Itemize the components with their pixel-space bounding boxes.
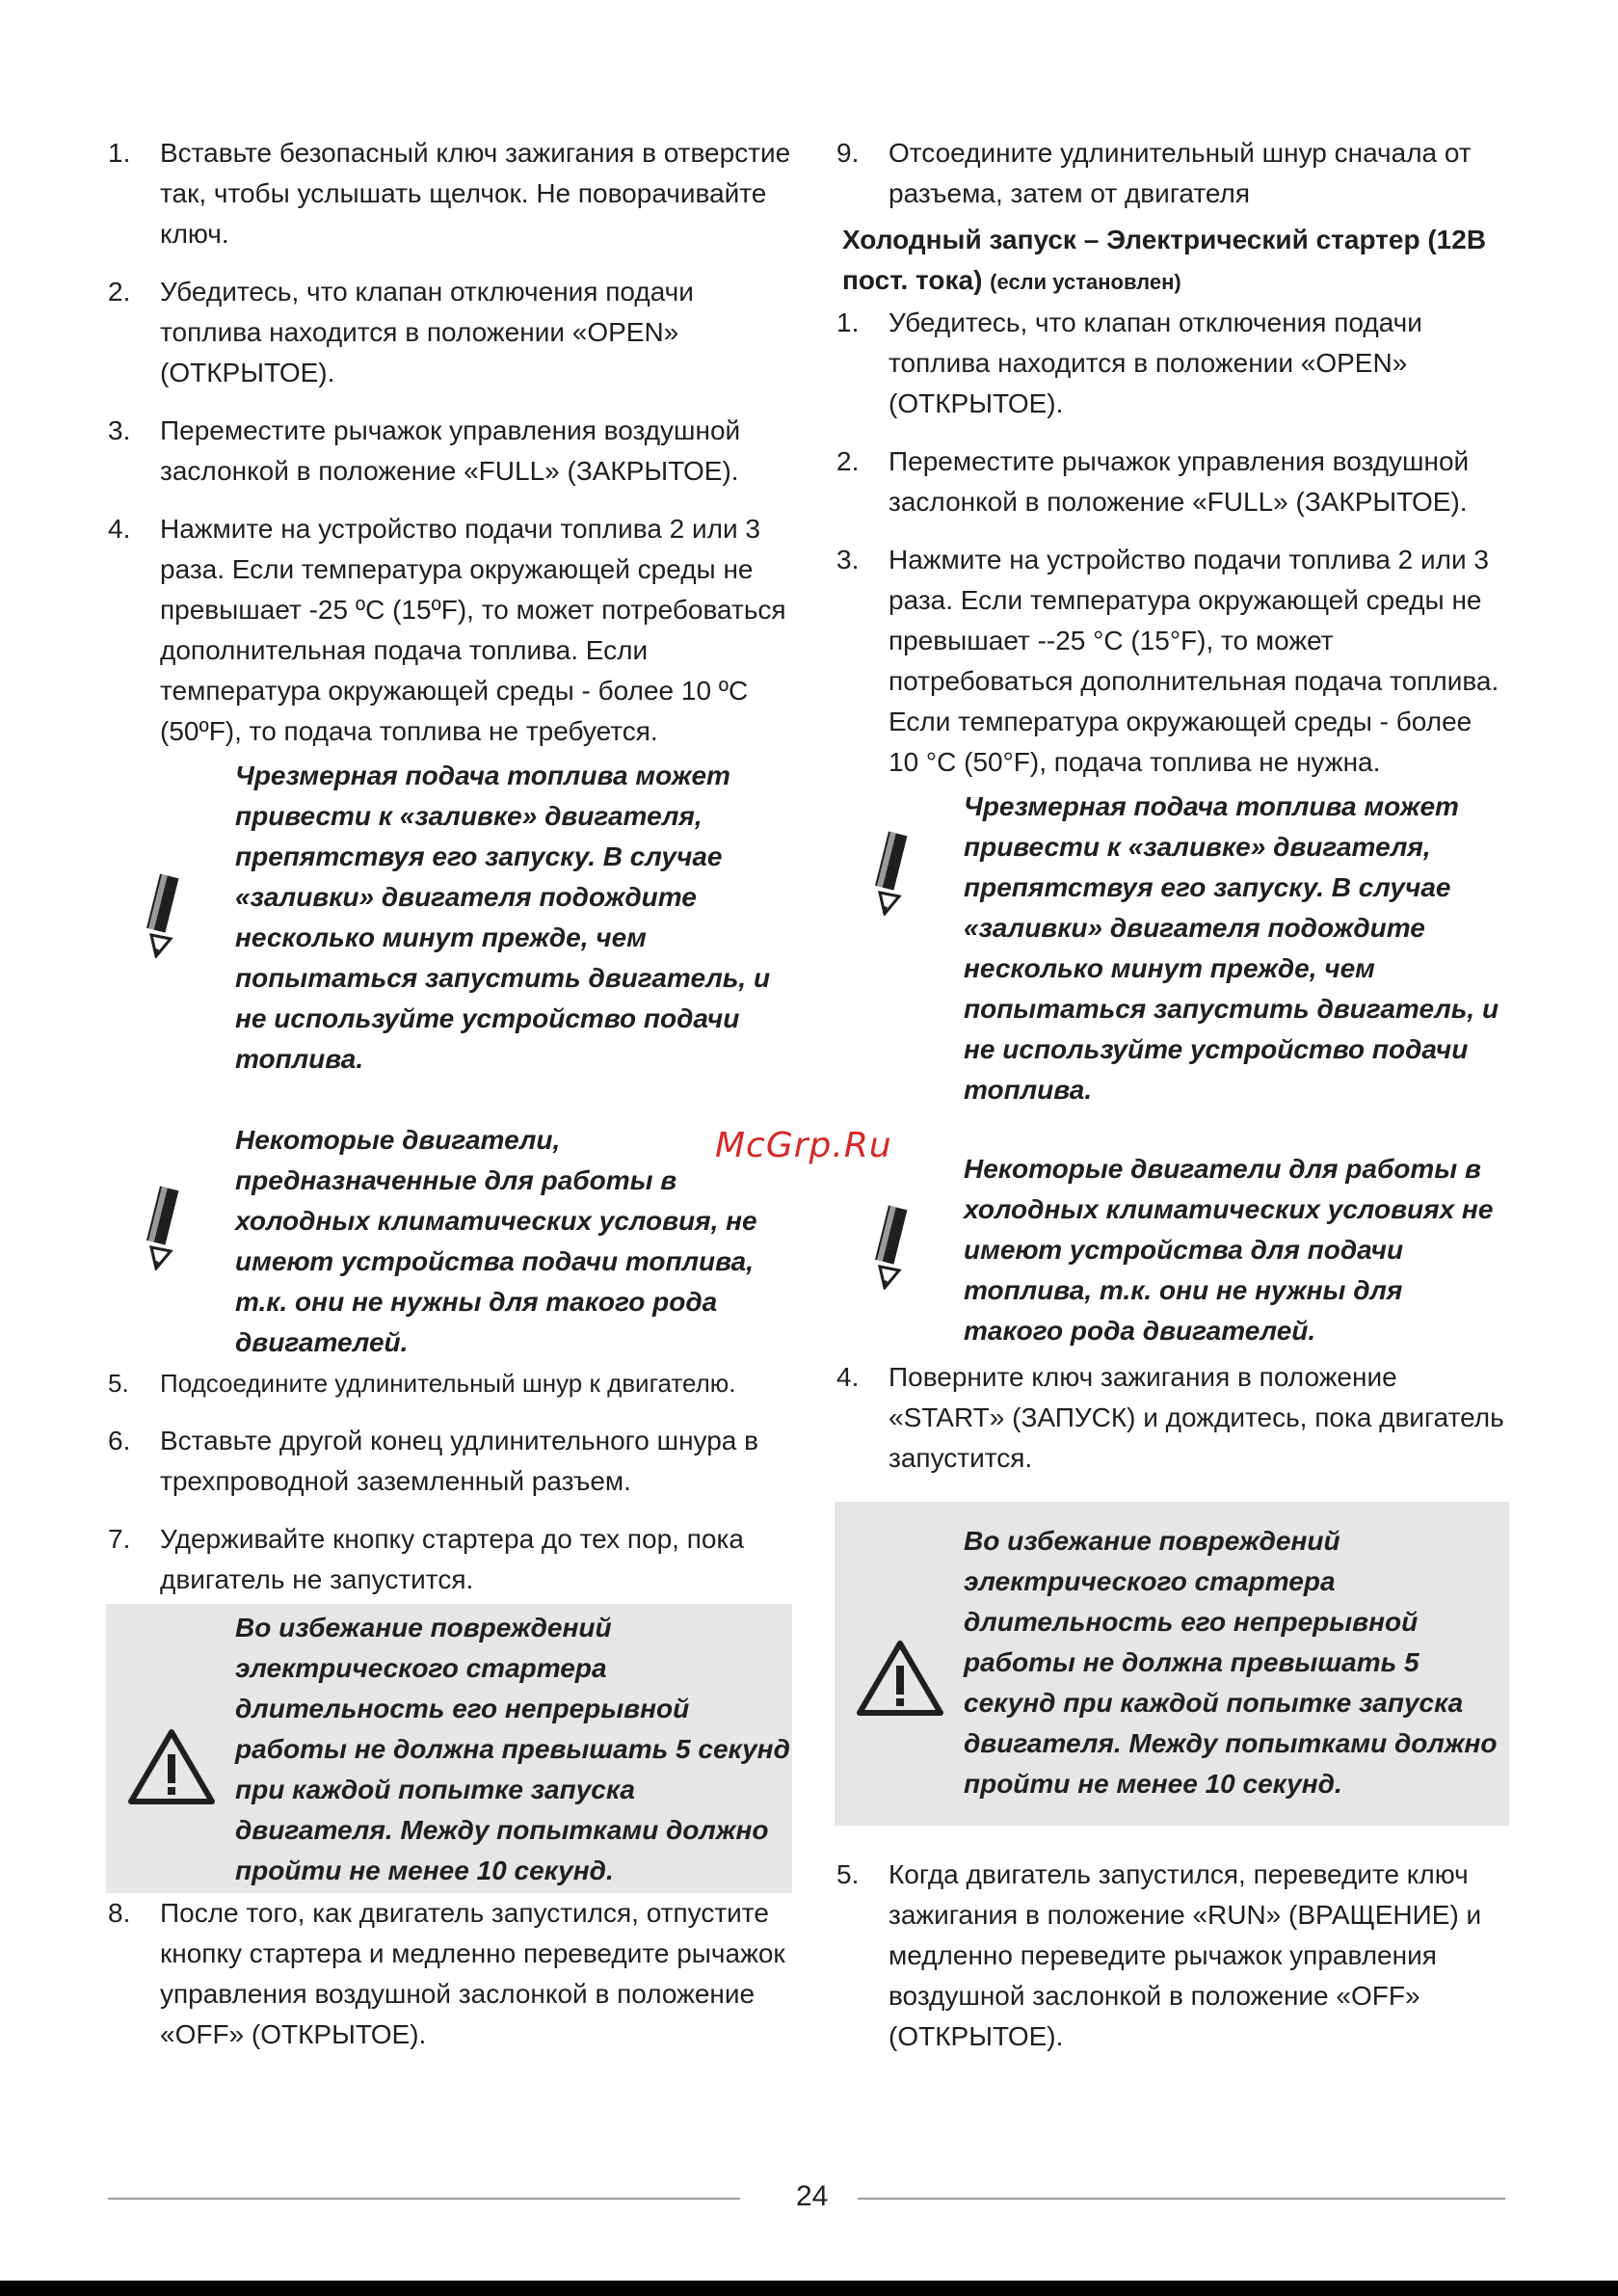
step-item [106, 1421, 792, 1502]
step-item [835, 133, 1509, 214]
caution-text: Во избежание повреждений электрического стартера длительность его непрерывной работы не должна превышать 5 секунд при каждой попытке запуска двигателя. Между попытками должно пройти не менее 10 секунд. [235, 1613, 790, 1885]
step-text: Вставьте безопасный ключ зажигания в отверстие так, чтобы услышать щелчок. Не поворачивайте ключ. [160, 138, 791, 249]
step-text: Подсоедините удлинительный шнур к двигателю. [160, 1369, 736, 1398]
note-text: Некоторые двигатели для работы в холодных климатических условиях не имеют устройства для подачи топлива, т.к. они не нужны для такого рода двигателей. [964, 1154, 1494, 1346]
step-item [835, 1357, 1509, 1479]
note-text: Некоторые двигатели, предназначенные для работы в холодных климатических условия, не имеют устройства подачи топлива, т.к. они не нужны для такого рода двигателей. [235, 1125, 757, 1357]
step-text: Переместите рычажок управления воздушной заслонкой в положение «FULL» (ЗАКРЫТОЕ). [889, 446, 1470, 517]
step-item [835, 540, 1509, 783]
step-number: 5. [836, 1859, 860, 1889]
step-text: Отсоедините удлинительный шнур сначала от разъема, затем от двигателя [889, 138, 1472, 208]
left-column [106, 133, 792, 2055]
step-item [106, 1363, 792, 1403]
step-number: 3. [108, 415, 131, 445]
step-item [835, 1855, 1509, 2057]
step-number: 2. [836, 446, 860, 476]
watermark: McGrp.Ru [715, 1126, 892, 1165]
step-number: 5. [108, 1369, 129, 1398]
caution-box [835, 1502, 1509, 1826]
step-text: Когда двигатель запустился, переведите ключ зажигания в положение «RUN» (ВРАЩЕНИЕ) и медленно переведите рычажок управления воздушной заслонкой в положение «OFF» (ОТКРЫТОЕ). [889, 1859, 1482, 2051]
warning-triangle-icon [856, 1639, 944, 1718]
note-block [106, 756, 792, 1080]
caution-box [106, 1604, 792, 1893]
note-block [106, 1120, 792, 1363]
note-text: Чрезмерная подача топлива может привести к «заливке» двигателя, препятствуя его запуску. В случае «заливки» двигателя подождите несколько минут прежде, чем попытаться запустить двигатель, и не используйте устройство подачи топлива. [964, 791, 1499, 1105]
right-column [835, 133, 1509, 2057]
step-text: Нажмите на устройство подачи топлива 2 или 3 раза. Если температура окружающей среды не превышает --25 °C (15°F), то может потребоваться дополнительная подача топлива. Если температура окружающей среды - более 10 °C (50°F), подача топлива не нужна. [889, 545, 1499, 777]
step-number: 7. [108, 1524, 131, 1554]
step-item [106, 509, 792, 752]
step-text: Вставьте другой конец удлинительного шнура в трехпроводной заземленный разъем. [160, 1426, 759, 1496]
step-number: 4. [108, 514, 131, 544]
step-text: Поверните ключ зажигания в положение «START» (ЗАПУСК) и дождитесь, пока двигатель запустится. [889, 1362, 1504, 1473]
step-text: Убедитесь, что клапан отключения подачи топлива находится в положении «OPEN» (ОТКРЫТОЕ). [889, 307, 1422, 418]
step-text: Нажмите на устройство подачи топлива 2 или 3 раза. Если температура окружающей среды не превышает -25 ºC (15ºF), то может потребоваться дополнительная подача топлива. Если температура окружающей среды - более 10 ºC (50ºF), то подача топлива не требуется. [160, 514, 786, 746]
step-number: 3. [836, 545, 860, 574]
bottom-bar [0, 2281, 1618, 2296]
step-item [835, 303, 1509, 424]
step-text: После того, как двигатель запустился, отпустите кнопку стартера и медленно переведите рычажок управления воздушной заслонкой в положение «OFF» (ОТКРЫТОЕ). [160, 1898, 785, 2049]
pencil-icon [871, 1199, 910, 1290]
step-item [106, 411, 792, 492]
page-number: 24 [796, 2180, 829, 2212]
step-number: 1. [108, 138, 131, 168]
note-block [835, 787, 1509, 1110]
pencil-icon [871, 825, 910, 916]
step-item [106, 272, 792, 393]
section-heading [835, 220, 1509, 303]
caution-text: Во избежание повреждений электрического стартера длительность его непрерывной работы не должна превышать 5 секунд при каждой попытке запуска двигателя. Между попытками должно пройти не менее 10 секунд. [964, 1526, 1498, 1799]
step-number: 4. [836, 1362, 860, 1392]
step-number: 6. [108, 1426, 131, 1455]
step-number: 1. [836, 307, 860, 337]
step-number: 8. [108, 1898, 131, 1928]
footer-rule-left [108, 2198, 740, 2200]
pencil-icon [143, 1180, 181, 1270]
step-text: Удерживайте кнопку стартера до тех пор, пока двигатель не запустится. [160, 1524, 744, 1594]
step-text: Переместите рычажок управления воздушной заслонкой в положение «FULL» (ЗАКРЫТОЕ). [160, 415, 741, 486]
section-heading-text: Холодный запуск – Электрический стартер (12В пост. тока) [842, 225, 1487, 295]
note-block [835, 1149, 1509, 1351]
section-heading-note: (если установлен) [990, 270, 1181, 294]
step-item [106, 133, 792, 254]
note-text: Чрезмерная подача топлива может привести к «заливке» двигателя, препятствуя его запуску. В случае «заливки» двигателя подождите несколько минут прежде, чем попытаться запустить двигатель, и не используйте устройство подачи топлива. [235, 761, 771, 1074]
warning-triangle-icon [127, 1727, 216, 1806]
step-item [106, 1519, 792, 1600]
step-text: Убедитесь, что клапан отключения подачи топлива находится в положении «OPEN» (ОТКРЫТОЕ). [160, 277, 694, 387]
step-item [835, 441, 1509, 522]
step-number: 2. [108, 277, 131, 307]
step-item [106, 1893, 792, 2055]
pencil-icon [143, 868, 181, 958]
footer-rule-right [858, 2198, 1505, 2200]
step-number: 9. [836, 138, 860, 168]
